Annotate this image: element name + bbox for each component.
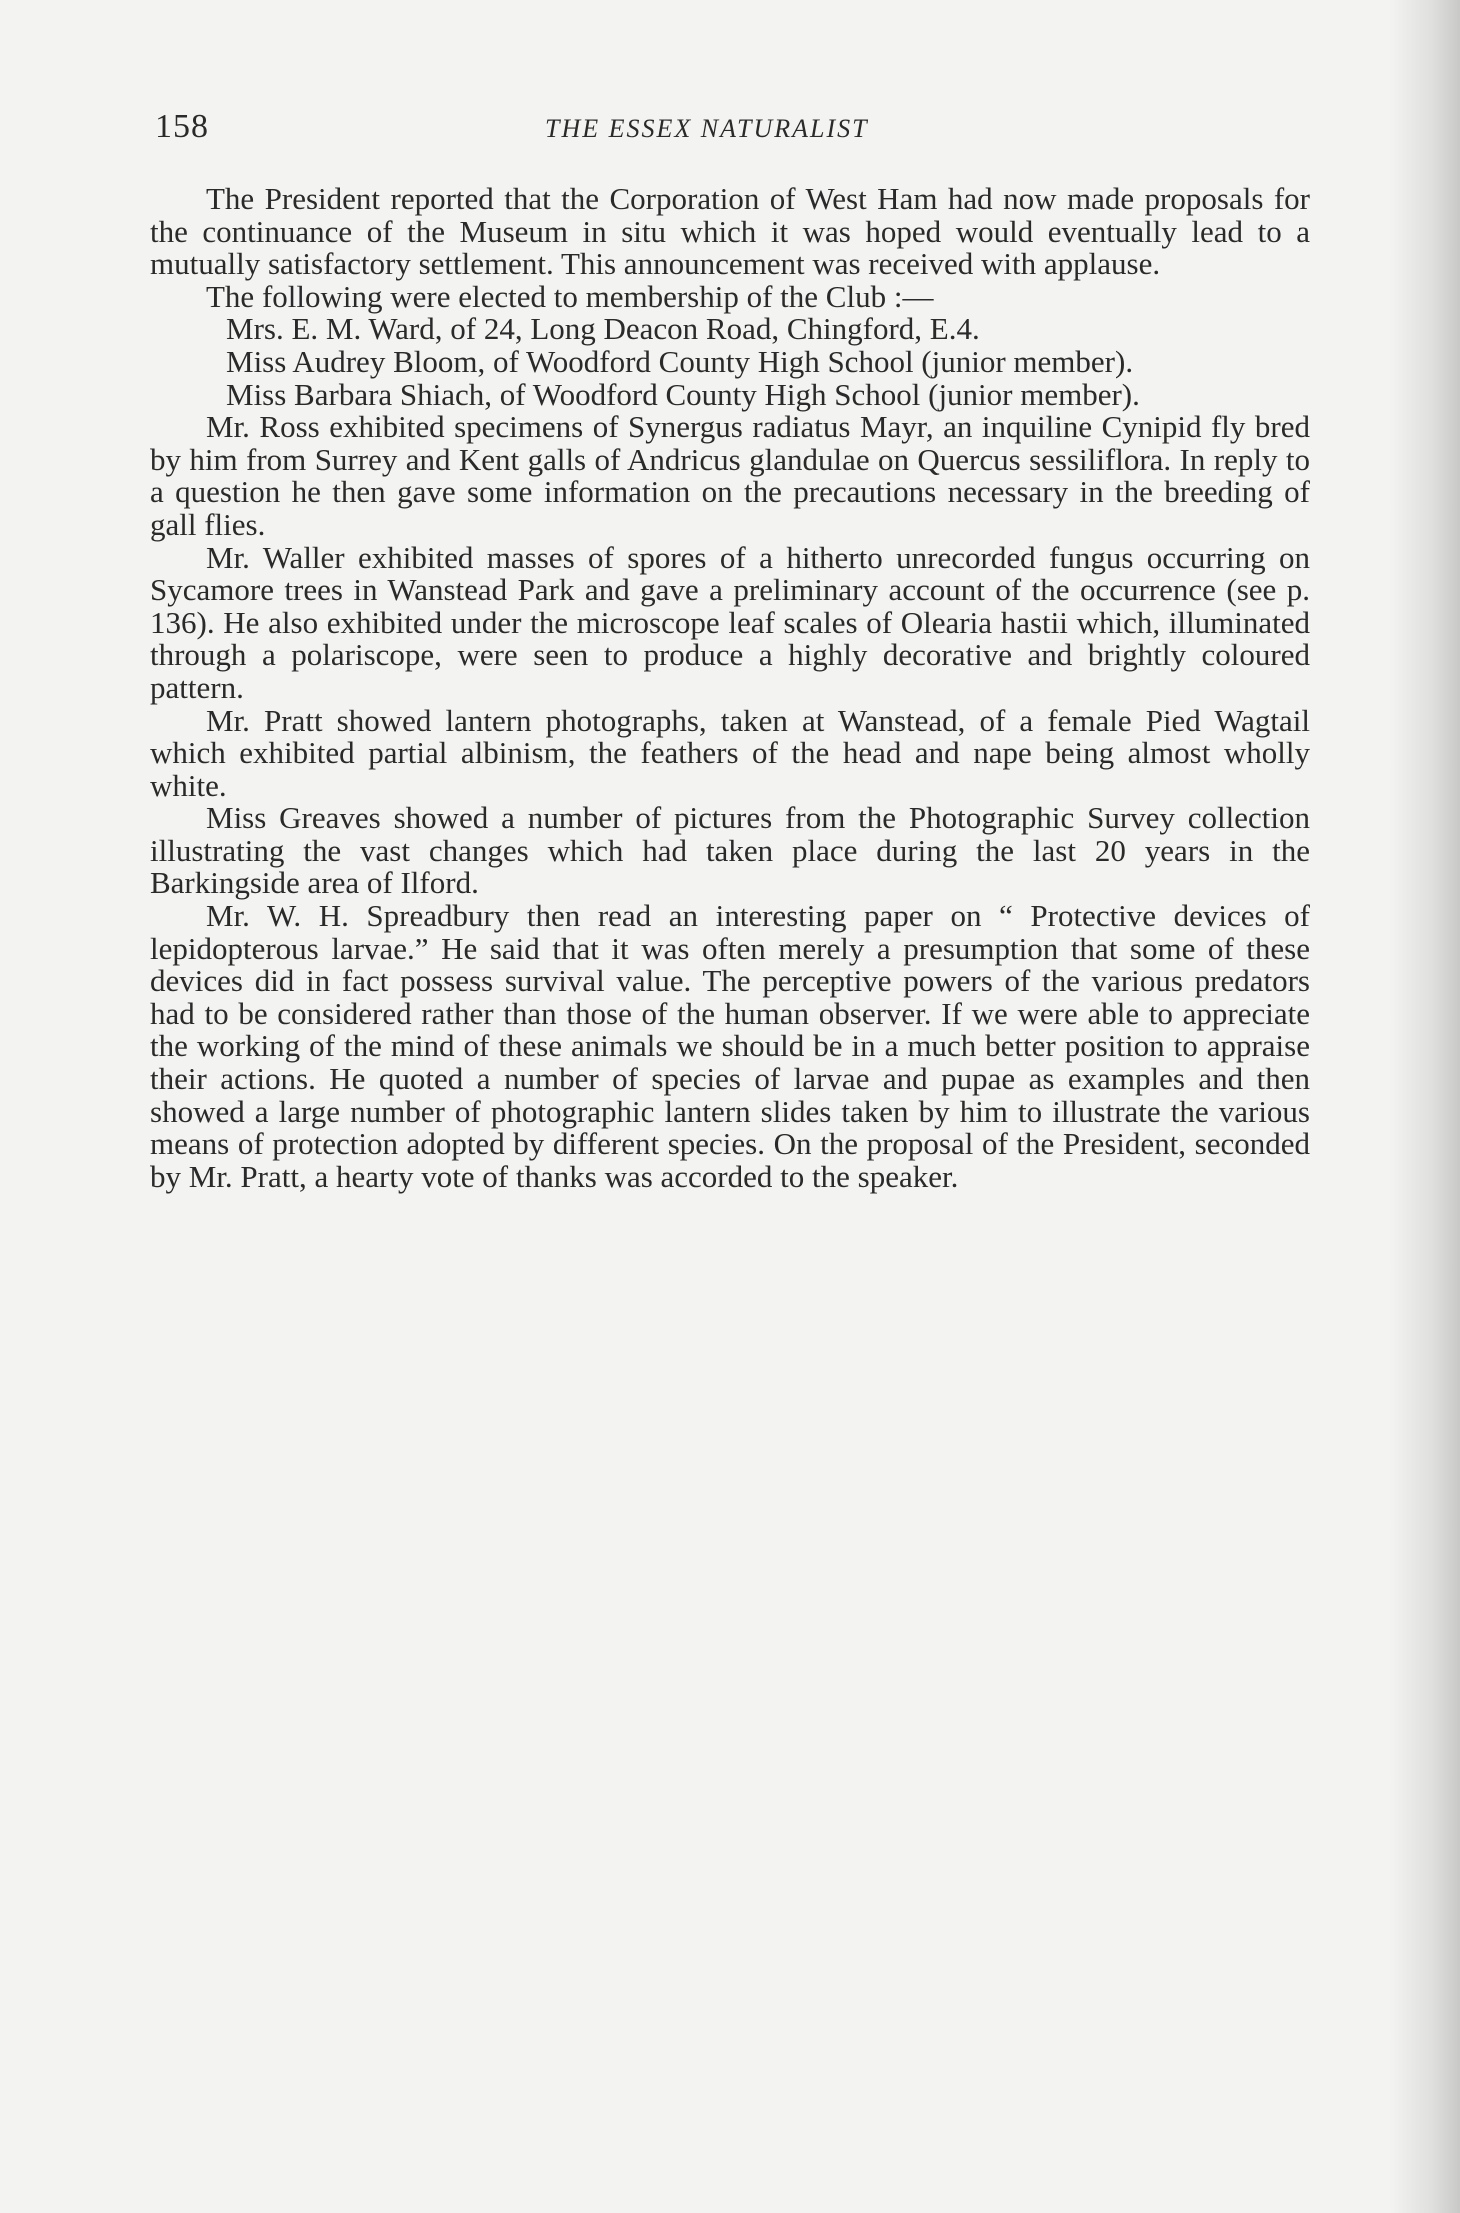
paragraph-membership: The following were elected to membership of the Club :— — [206, 278, 934, 314]
paragraph-waller: Mr. Waller exhibited masses of spores of a hitherto unrecorded fungus occurring on Sycamore trees in Wanstead Park and gave a preliminary account of the occurrence (see p. 136). He also exhibited under the microscope leaf scales of Olearia hastii which, illuminated through a polariscope, were seen to produce a highly decorative and brightly coloured pattern. — [150, 539, 1310, 705]
new-member-item: Miss Barbara Shiach, of Woodford County High School (junior member). — [226, 376, 1140, 412]
body-text — [150, 183, 1310, 1193]
new-member-item: Miss Audrey Bloom, of Woodford County High School (junior member). — [226, 343, 1134, 379]
page-edge-shadow — [1390, 0, 1460, 2213]
paragraph-pratt: Mr. Pratt showed lantern photographs, taken at Wanstead, of a female Pied Wagtail which exhibited partial albinism, the feathers of the head and nape being almost wholly white. — [150, 702, 1310, 803]
page-header — [155, 108, 1305, 148]
new-member-item: Mrs. E. M. Ward, of 24, Long Deacon Road, Chingford, E.4. — [226, 311, 980, 347]
paragraph-spreadbury: Mr. W. H. Spreadbury then read an interesting paper on “ Protective devices of lepidopterous larvae.” He said that it was often merely a presumption that some of these devices did in fact possess survival value. The perceptive powers of the various predators had to be considered rather than those of the human observer. If we were able to appreciate the working of the mind of these animals we should be in a much better position to appraise their actions. He quoted a number of species of larvae and pupae as examples and then showed a large number of photographic lantern slides taken by him to illustrate the various means of protection adopted by different species. On the proposal of the President, seconded by Mr. Pratt, a hearty vote of thanks was accorded to the speaker. — [150, 898, 1310, 1194]
paragraph-museum: The President reported that the Corporation of West Ham had now made proposals for the continuance of the Museum in situ which it was hoped would eventually lead to a mutually satisfactory settlement. This announcement was received with applause. — [150, 181, 1310, 282]
paragraph-ross: Mr. Ross exhibited specimens of Synergus radiatus Mayr, an inquiline Cynipid fly bred by him from Surrey and Kent galls of Andricus glandulae on Quercus sessiliflora. In reply to a question he then gave some information on the precautions necessary in the breeding of gall flies. — [150, 409, 1310, 542]
running-head: THE ESSEX NATURALIST — [545, 114, 869, 143]
page-number: 158 — [155, 108, 209, 145]
paragraph-greaves: Miss Greaves showed a number of pictures from the Photographic Survey collection illustrating the vast changes which had taken place during the last 20 years in the Barkingside area of Ilford. — [150, 800, 1310, 901]
